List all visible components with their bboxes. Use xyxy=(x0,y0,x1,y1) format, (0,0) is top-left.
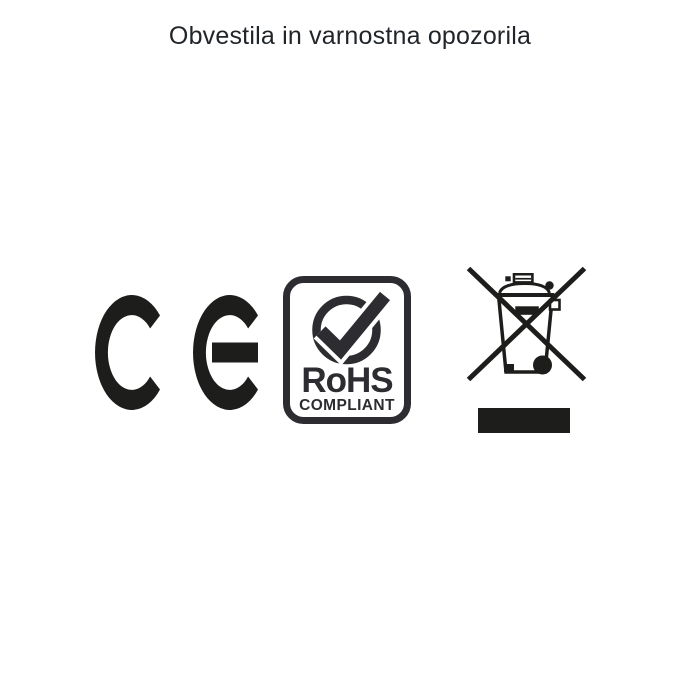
weee-black-bar xyxy=(478,408,570,433)
rohs-label-main: RoHS xyxy=(301,361,393,400)
rohs-label-sub: COMPLIANT xyxy=(299,397,395,414)
page-title: Obvestila in varnostna opozorila xyxy=(168,22,532,50)
rohs-badge-icon xyxy=(283,276,411,424)
ce-letter-e xyxy=(193,295,258,410)
weee-crossed-bin-icon xyxy=(465,265,590,435)
ce-letter-c xyxy=(95,295,160,410)
ce-mark-icon xyxy=(95,295,258,410)
